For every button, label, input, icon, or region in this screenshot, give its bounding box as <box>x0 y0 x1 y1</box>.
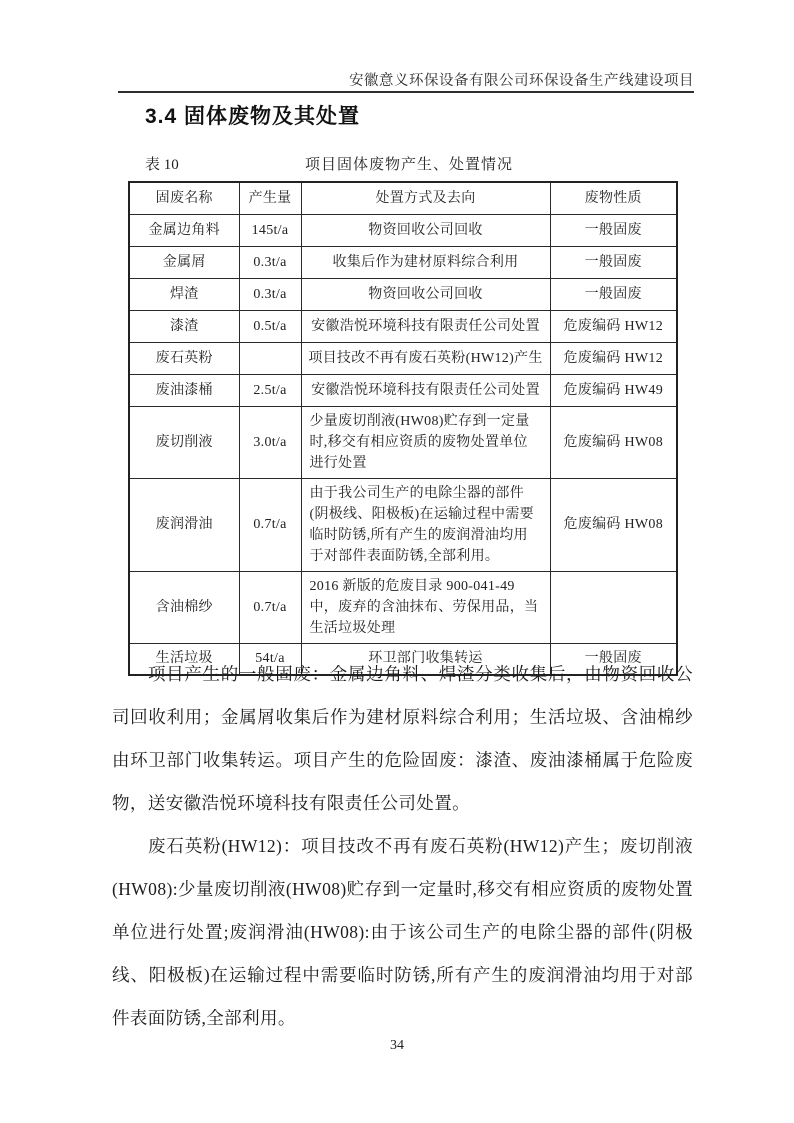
cell-amount: 0.7t/a <box>239 571 301 643</box>
page-number: 34 <box>390 1038 404 1053</box>
cell-disposal: 由于我公司生产的电除尘器的部件(阴极线、阳极板)在运输过程中需要临时防锈,所有产生的废润滑油均用于对部件表面防锈,全部利用。 <box>301 478 550 571</box>
cell-amount: 3.0t/a <box>239 406 301 478</box>
table-row <box>129 478 677 571</box>
table-row <box>129 214 677 246</box>
cell-disposal: 物资回收公司回收 <box>301 214 550 246</box>
column-header-waste-name: 固废名称 <box>129 182 239 214</box>
cell-name: 废切削液 <box>129 406 239 478</box>
cell-disposal: 物资回收公司回收 <box>301 278 550 310</box>
solid-waste-table <box>128 181 678 676</box>
cell-nature: 一般固废 <box>550 214 677 246</box>
cell-nature <box>550 571 677 643</box>
cell-amount: 0.3t/a <box>239 246 301 278</box>
cell-disposal: 少量废切削液(HW08)贮存到一定量时,移交有相应资质的废物处置单位进行处置 <box>301 406 550 478</box>
cell-disposal: 2016 新版的危废目录 900-041-49 中，废弃的含油抹布、劳保用品，当生活垃圾处理 <box>301 571 550 643</box>
cell-disposal: 环卫部门收集转运 <box>301 643 550 675</box>
header-rule <box>118 91 694 93</box>
cell-name: 生活垃圾 <box>129 643 239 675</box>
section-heading: 3.4 固体废物及其处置 <box>145 105 361 128</box>
cell-amount: 0.3t/a <box>239 278 301 310</box>
cell-amount: 2.5t/a <box>239 374 301 406</box>
table-row <box>129 571 677 643</box>
cell-name: 废石英粉 <box>129 342 239 374</box>
cell-nature: 危废编码 HW12 <box>550 342 677 374</box>
cell-nature: 危废编码 HW49 <box>550 374 677 406</box>
column-header-disposal: 处置方式及去向 <box>301 182 550 214</box>
cell-name: 焊渣 <box>129 278 239 310</box>
cell-name: 废润滑油 <box>129 478 239 571</box>
cell-amount <box>239 342 301 374</box>
cell-nature: 一般固废 <box>550 278 677 310</box>
cell-disposal: 安徽浩悦环境科技有限责任公司处置 <box>301 374 550 406</box>
body-text <box>112 653 693 1040</box>
paragraph-hazardous-waste: 废石英粉(HW12)：项目技改不再有废石英粉(HW12)产生；废切削液(HW08):少量废切削液(HW08)贮存到一定量时,移交有相应资质的废物处置单位进行处置;废润滑油(HW08):由于该公司生产的电除尘器的部件(阴极线、阳极板)在运输过程中需要临时防锈,所有产生的废润滑油均用于对部件表面防锈,全部利用。 <box>112 836 693 1028</box>
cell-name: 金属边角料 <box>129 214 239 246</box>
cell-nature: 一般固废 <box>550 246 677 278</box>
cell-amount: 145t/a <box>239 214 301 246</box>
cell-name: 金属屑 <box>129 246 239 278</box>
cell-disposal: 收集后作为建材原料综合利用 <box>301 246 550 278</box>
table-row <box>129 278 677 310</box>
cell-nature: 危废编码 HW12 <box>550 310 677 342</box>
cell-nature: 危废编码 HW08 <box>550 406 677 478</box>
cell-nature: 危废编码 HW08 <box>550 478 677 571</box>
table-caption: 项目固体废物产生、处置情况 <box>305 157 514 173</box>
cell-amount: 54t/a <box>239 643 301 675</box>
cell-disposal: 项目技改不再有废石英粉(HW12)产生 <box>301 342 550 374</box>
cell-nature: 一般固废 <box>550 643 677 675</box>
cell-amount: 0.5t/a <box>239 310 301 342</box>
paragraph-general-waste: 项目产生的一般固废：金属边角料、焊渣分类收集后，由物资回收公司回收利用；金属屑收集后作为建材原料综合利用；生活垃圾、含油棉纱由环卫部门收集转运。项目产生的危险固废：漆渣、废油漆桶属于危险废物，送安徽浩悦环境科技有限责任公司处置。 <box>112 664 693 813</box>
cell-amount: 0.7t/a <box>239 478 301 571</box>
table-label: 表 10 <box>145 157 179 173</box>
cell-name: 漆渣 <box>129 310 239 342</box>
table-row <box>129 310 677 342</box>
table-row <box>129 342 677 374</box>
table-row <box>129 246 677 278</box>
table-row <box>129 374 677 406</box>
cell-name: 含油棉纱 <box>129 571 239 643</box>
column-header-amount: 产生量 <box>239 182 301 214</box>
column-header-nature: 废物性质 <box>550 182 677 214</box>
running-header-title: 安徽意义环保设备有限公司环保设备生产线建设项目 <box>349 73 694 89</box>
table-header-row <box>129 182 677 214</box>
cell-name: 废油漆桶 <box>129 374 239 406</box>
cell-disposal: 安徽浩悦环境科技有限责任公司处置 <box>301 310 550 342</box>
table-row <box>129 406 677 478</box>
